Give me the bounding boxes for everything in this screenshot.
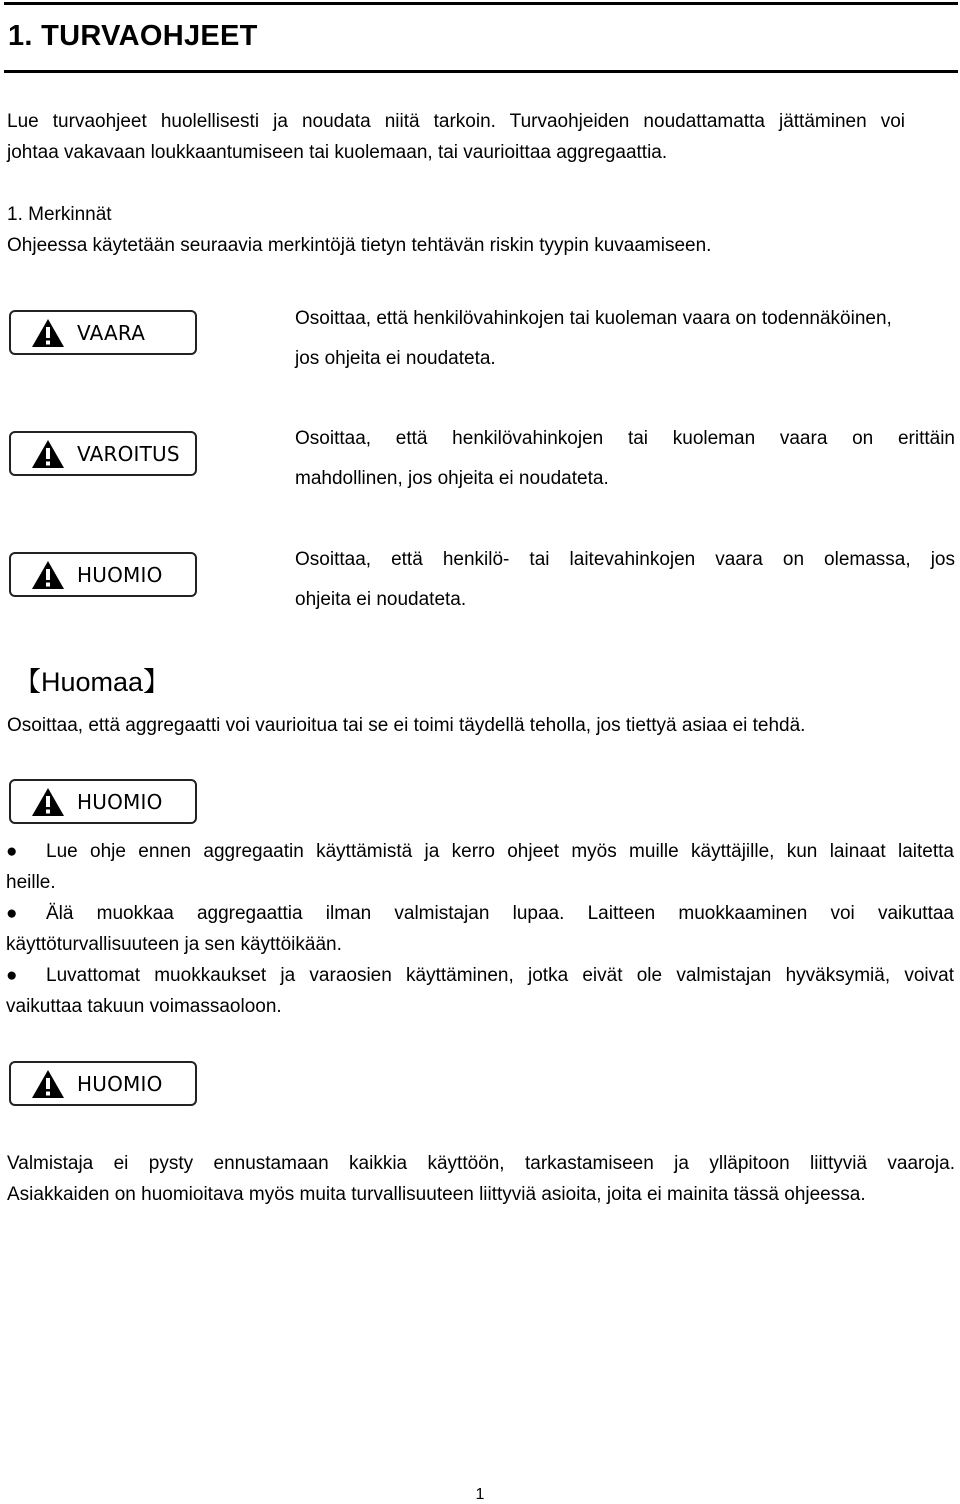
page-number: 1 — [475, 1486, 485, 1503]
bullet-text-line-1: Älä muokkaa aggregaattia ilman valmistajan lupaa. Laitteen muokkaaminen voi vaikuttaa — [46, 903, 954, 924]
final-line-1: Valmistaja ei pysty ennustamaan kaikkia käyttöön, tarkastamiseen ja ylläpitoon liittyviä vaaroja. — [7, 1153, 955, 1174]
intro-line-2: johtaa vakavaan loukkaantumiseen tai kuolemaan, tai vaurioittaa aggregaattia. — [7, 142, 668, 163]
caution-hazards-label: HUOMIO — [77, 1071, 163, 1096]
caution-desc-line-1: Osoittaa, että henkilö- tai laitevahinkojen vaara on olemassa, jos — [295, 549, 955, 570]
final-paragraph — [7, 1148, 955, 1210]
note-heading: 【Huomaa】 — [14, 667, 171, 697]
danger-desc-line-1: Osoittaa, että henkilövahinkojen tai kuoleman vaara on todennäköinen, — [295, 308, 892, 329]
top-rule — [4, 2, 958, 5]
final-line-2: Asiakkaiden on huomioitava myös muita turvallisuuteen liittyviä asioita, joita ei mainita tässä ohjeessa. — [7, 1184, 866, 1205]
bullet-item — [6, 836, 954, 898]
warning-triangle-icon — [31, 1069, 65, 1099]
bullet-text-line-2: vaikuttaa takuun voimassaoloon. — [6, 996, 282, 1017]
caution-badge-hazards — [9, 1061, 197, 1106]
page-title: 1. TURVAOHJEET — [8, 20, 258, 52]
danger-label: VAARA — [77, 320, 146, 345]
warning-description — [295, 419, 955, 499]
danger-desc-line-2: jos ohjeita ei noudateta. — [295, 348, 496, 369]
warning-label: VAROITUS — [77, 441, 180, 466]
bullet-text-line-1: Luvattomat muokkaukset ja varaosien käyttäminen, jotka eivät ole valmistajan hyväksymiä, voivat — [46, 965, 954, 986]
bullet-dot-icon: ● — [6, 903, 18, 924]
caution-desc-line-2: ohjeita ei noudateta. — [295, 589, 467, 610]
warning-desc-line-1: Osoittaa, että henkilövahinkojen tai kuoleman vaara on erittäin — [295, 428, 955, 449]
caution-badge — [9, 552, 197, 597]
caution-description — [295, 540, 955, 620]
bullet-text-line-2: heille. — [6, 872, 56, 893]
title-underline — [4, 70, 958, 73]
caution-label: HUOMIO — [77, 562, 163, 587]
intro-line-1: Lue turvaohjeet huolellisesti ja noudata niitä tarkoin. Turvaohjeiden noudattamatta jättäminen voi — [7, 111, 905, 132]
bullet-dot-icon: ● — [6, 965, 18, 986]
warning-triangle-icon — [31, 560, 65, 590]
bullet-item — [6, 898, 954, 960]
danger-description — [295, 299, 955, 379]
bullet-text-line-2: käyttöturvallisuuteen ja sen käyttöikään. — [6, 934, 342, 955]
bullet-text-line-1: Lue ohje ennen aggregaatin käyttämistä ja kerro ohjeet myös muille käyttäjille, kun lainaat laitetta — [46, 841, 954, 862]
markings-title: 1. Merkinnät — [7, 204, 112, 225]
warning-badge — [9, 431, 197, 476]
warning-triangle-icon — [31, 439, 65, 469]
bullet-dot-icon: ● — [6, 841, 18, 862]
bullet-item — [6, 960, 954, 1022]
caution-badge-instructions — [9, 779, 197, 824]
markings-subtitle: Ohjeessa käytetään seuraavia merkintöjä tietyn tehtävän riskin tyypin kuvaamiseen. — [7, 235, 712, 256]
danger-badge — [9, 310, 197, 355]
note-text: Osoittaa, että aggregaatti voi vaurioitua tai se ei toimi täydellä teholla, jos tiettyä asiaa ei tehdä. — [7, 715, 806, 736]
warning-desc-line-2: mahdollinen, jos ohjeita ei noudateta. — [295, 468, 609, 489]
warning-triangle-icon — [31, 787, 65, 817]
caution-instructions-label: HUOMIO — [77, 789, 163, 814]
warning-triangle-icon — [31, 318, 65, 348]
